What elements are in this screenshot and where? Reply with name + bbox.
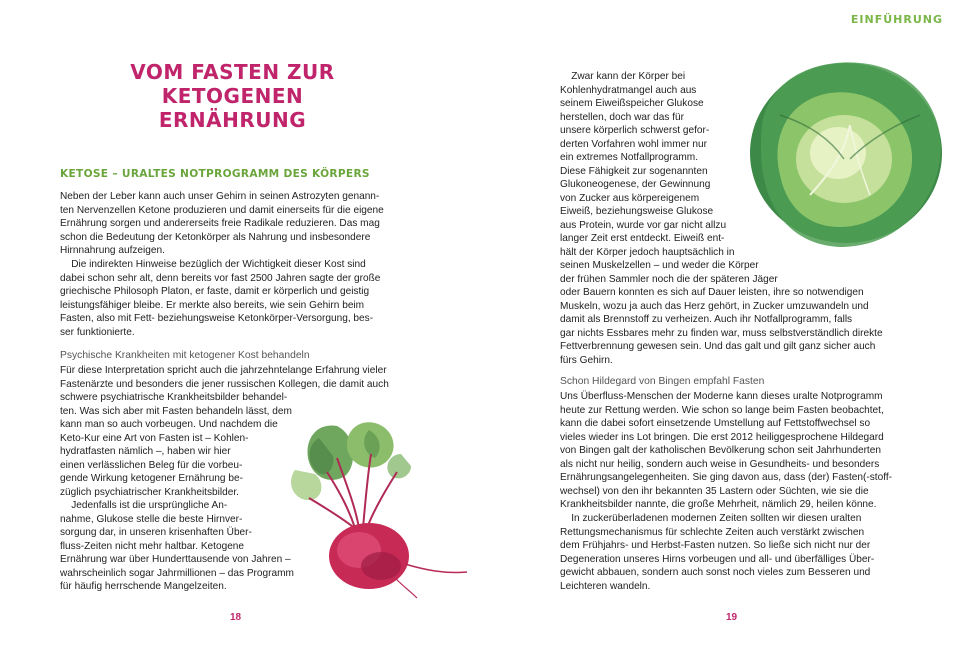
right-page xyxy=(482,0,965,648)
text-line: Fasten, also mit Fett- beziehungsweise Ketonkörper-Versorgung, bes- xyxy=(60,313,374,324)
text-line: derten Vorfahren wohl immer nur xyxy=(560,138,707,150)
page-number-left: 18 xyxy=(230,612,242,623)
text-line: Fastenärzte und besonders die jener russischen Kollegen, die damit auch xyxy=(60,378,389,390)
text-line: dem Frühjahrs- und Herbst-Fasten nutzen. So ließe sich nicht nur der xyxy=(560,540,871,551)
text-line: schon die Bedeutung der Ketonkörper als Nahrung und insbesondere xyxy=(60,231,371,243)
text-line: Hirnnahrung aufzeigen. xyxy=(60,245,165,256)
right-paragraph-3 xyxy=(560,512,874,593)
section-heading: KETOSE – URALTES NOTPROGRAMM DES KÖRPERS xyxy=(60,168,370,180)
text-line: Jedenfalls ist die ursprüngliche An- xyxy=(60,500,228,511)
chapter-title xyxy=(60,60,405,132)
text-line: gewicht abbauen, sondern auch sonst noch vieles zum Besseren und xyxy=(560,567,871,578)
text-line: einen verlässlichen Beleg für die vorbeu- xyxy=(60,459,243,471)
text-line: Fettverbrennung gewesen sein. Und das galt und gilt ganz sicher auch xyxy=(560,341,876,352)
text-line: Rettungsmechanismus für schlechte Zeiten auch verstärkt zwischen xyxy=(560,526,865,538)
text-line: Zwar kann der Körper bei xyxy=(560,71,686,82)
text-line: oder Bauern konnten es sich auf Dauer leisten, ihre so notwendigen xyxy=(560,287,864,298)
text-line: Für diese Interpretation spricht auch die jahrzehntelange Erfahrung vieler xyxy=(60,365,387,376)
text-line: nahme, Glukose stelle die beste Hirnver- xyxy=(60,513,243,525)
text-line: heute zur Rettung werden. Wie schon so lange beim Fasten beobachtet, xyxy=(560,404,884,416)
text-line: Ernährungsangelegenheiten. Sie ging davon aus, dass (der) Fasten(-stoff- xyxy=(560,472,892,483)
chapter-header: EINFÜHRUNG xyxy=(850,13,943,26)
text-line: Muskeln, wozu ja auch das Herz gehört, in Zucker umzuwandeln und xyxy=(560,300,869,312)
text-line: gende Wirkung ketogener Ernährung be- xyxy=(60,473,243,484)
text-line: Diese Fähigkeit zur sogenannten xyxy=(560,165,708,177)
text-line: Uns Überfluss-Menschen der Moderne kann dieses uralte Notprogramm xyxy=(560,391,883,402)
text-line: als nicht nur heilig, sondern auch weise in Gesundheits- und besonders xyxy=(560,458,880,470)
left-paragraph-2 xyxy=(60,258,380,339)
page-number-right: 19 xyxy=(726,612,738,623)
right-subheading: Schon Hildegard von Bingen empfahl Fasten xyxy=(560,376,765,387)
chapter-title-line-2: ERNÄHRUNG xyxy=(158,108,307,132)
text-line: Leichteren wandeln. xyxy=(560,580,651,592)
text-line: züglich psychiatrischer Krankheitsbilder. xyxy=(60,486,239,498)
text-line: fluss-Zeiten nicht mehr haltbar. Ketogene xyxy=(60,540,245,552)
right-paragraph-2 xyxy=(560,390,892,512)
text-line: ein extremes Notfallprogramm. xyxy=(560,152,698,163)
text-line: herstellen, doch war das für xyxy=(560,111,684,123)
text-line: schwere psychiatrische Krankheitsbilder behandel- xyxy=(60,392,288,403)
text-line: ser funktionierte. xyxy=(60,326,135,338)
text-line: von Bingen galt der katholischen Bevölkerung schon seit Jahrhunderten xyxy=(560,445,881,456)
text-line: ten Nervenzellen Ketone produzieren und damit einerseits für die eigene xyxy=(60,204,384,216)
text-line: Degeneration unseres Hirns vorbeugen und all- und überfälliges Über- xyxy=(560,553,875,565)
chapter-title-line-1: VOM FASTEN ZUR KETOGENEN xyxy=(130,60,335,108)
text-line: kann die dabei sofort einsetzende Umstellung auf Fettstoffwechsel so xyxy=(560,418,871,429)
text-line: der frühen Sammler noch die der späteren Jäger xyxy=(560,273,778,285)
left-paragraph-4 xyxy=(60,499,294,594)
text-line: leistungsfähiger bleibe. Er merkte also bereits, wie sein Gehirn beim xyxy=(60,299,365,311)
text-line: seinen Muskelzellen – und weder die Körper xyxy=(560,260,759,271)
left-paragraph-1 xyxy=(60,190,384,258)
text-line: aus Protein, wurde vor gar nicht allzu xyxy=(560,219,727,231)
text-line: In zuckerüberladenen modernen Zeiten sollten wir diesen uralten xyxy=(560,513,862,524)
left-page xyxy=(0,0,482,648)
text-line: Eiweiß, beziehungsweise Glukose xyxy=(560,206,714,217)
text-line: kann man so auch vorbeugen. Und nachdem die xyxy=(60,419,278,430)
text-line: Ernährung war über Hunderttausende von Jahren – xyxy=(60,554,291,565)
text-line: hält der Körper jedoch hauptsächlich in xyxy=(560,246,735,258)
text-line: fürs Gehirn. xyxy=(560,354,613,366)
text-line: Keto-Kur eine Art von Fasten ist – Kohlen- xyxy=(60,432,249,444)
text-line: langer Zeit erst entdeckt. Eiweiß ent- xyxy=(560,233,725,244)
text-line: ten. Was sich aber mit Fasten behandeln lässt, dem xyxy=(60,405,292,417)
text-line: für häufig herrschende Mangelzeiten. xyxy=(60,581,227,592)
text-line: vieles wieder ins Lot bringen. Die erst 2012 heiliggesprochene Hildegard xyxy=(560,431,884,443)
text-line: seinem Eiweißspeicher Glukose xyxy=(560,98,704,109)
text-line: von Zucker aus körpereigenem xyxy=(560,192,700,204)
right-paragraph-1 xyxy=(560,70,883,367)
text-line: Ernährung sorgen und andererseits freie Radikale reduzieren. Das mag xyxy=(60,218,380,229)
text-line: unsere körperlich schwerst gefor- xyxy=(560,125,710,136)
beetroot-illustration xyxy=(285,410,470,600)
text-line: Kohlenhydratmangel auch aus xyxy=(560,84,697,96)
text-line: Die indirekten Hinweise bezüglich der Wichtigkeit dieser Kost sind xyxy=(60,259,366,270)
text-line: Glukoneogenese, der Gewinnung xyxy=(560,179,711,190)
text-line: wechsel) von den ihr bekannten 35 Lastern oder Süchten, wie sie die xyxy=(560,485,869,497)
text-line: wahrscheinlich sogar Jahrmillionen – das Programm xyxy=(60,567,294,579)
text-line: dabei schon sehr alt, denn bereits vor fast 2500 Jahren sagte der große xyxy=(60,272,381,284)
text-line: hydratfasten nämlich –, haben wir hier xyxy=(60,446,231,457)
text-line: Krankheitsbilder nannte, die große Mehrheit, nämlich 29, heilen könne. xyxy=(560,499,877,510)
text-line: sorgung dar, in unseren krisenhaften Über- xyxy=(60,527,252,538)
text-line: Neben der Leber kann auch unser Gehirn in seinen Astrozyten genann- xyxy=(60,191,380,202)
left-subheading: Psychische Krankheiten mit ketogener Kost behandeln xyxy=(60,350,310,361)
text-line: damit als Brennstoff zu verheizen. Auch ihr Notfallprogramm, falls xyxy=(560,314,853,325)
text-line: griechische Philosoph Platon, er faste, damit er körperlich und geistig xyxy=(60,286,370,297)
text-line: gar nichts Essbares mehr zu finden war, muss selbstverständlich direkte xyxy=(560,327,883,339)
